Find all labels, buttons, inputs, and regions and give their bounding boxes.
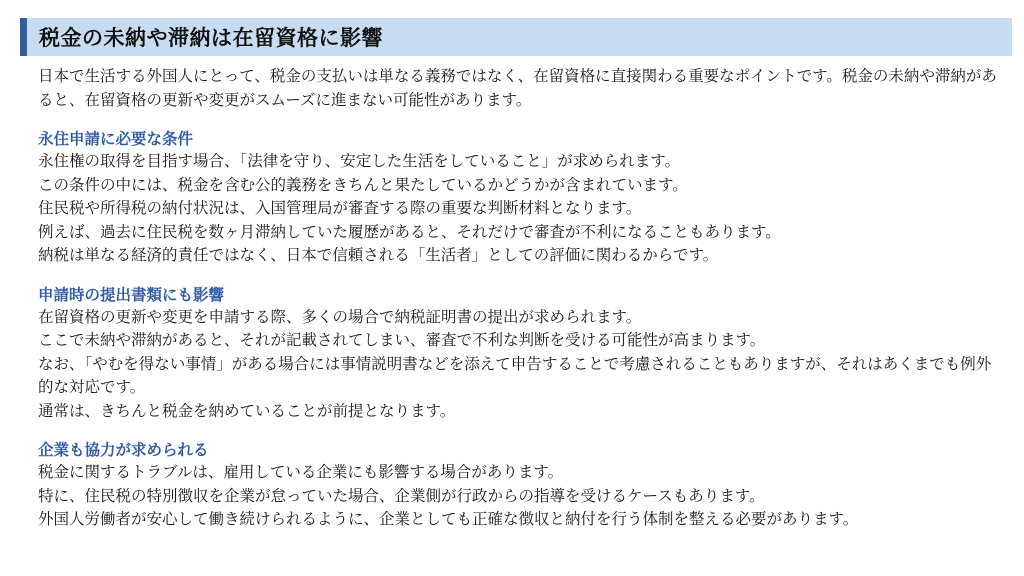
- section-line: なお、「やむを得ない事情」がある場合には事情説明書などを添えて申告することで考慮されることもありますが、それはあくまでも例外的な対応です。: [38, 354, 992, 396]
- section-line: 通常は、きちんと税金を納めていることが前提となります。: [38, 401, 456, 420]
- section-line: 税金に関するトラブルは、雇用している企業にも影響する場合があります。: [38, 463, 564, 481]
- section-line: ここで未納や滞納があると、それが記載されてしまい、審査で不利な判断を受ける可能性が高まります。: [38, 331, 766, 349]
- section-line: 在留資格の更新や変更を申請する際、多くの場合で納税証明書の提出が求められます。: [38, 307, 642, 326]
- section-heading: 申請時の提出書類にも影響: [38, 285, 225, 304]
- intro-paragraph: 日本で生活する外国人にとって、税金の支払いは単なる義務ではなく、在留資格に直接関わる重要なポイントです。税金の未納や滞納があると、在留資格の更新や変更がスムーズに進まない可能性があります。: [38, 67, 997, 109]
- section-heading: 永住申請に必要な条件: [38, 130, 194, 148]
- section-line: 永住権の取得を目指す場合、「法律を守り、安定した生活をしていること」が求められます。: [38, 152, 681, 170]
- section-line: 住民税や所得税の納付状況は、入国管理局が審査する際の重要な判断材料となります。: [38, 199, 642, 217]
- section-heading: 企業も協力が求められる: [38, 441, 209, 459]
- section-permanent-residence: [38, 128, 1006, 268]
- section-line: この条件の中には、税金を含む公的義務をきちんと果たしているかどうかが含まれています。: [38, 175, 688, 194]
- section-line: 例えば、過去に住民税を数ヶ月滞納していた履歴があると、それだけで審査が不利になることもあります。: [38, 222, 781, 241]
- section-line: 特に、住民税の特別徴収を企業が怠っていた場合、企業側が行政からの指導を受けるケースもあります。: [38, 486, 765, 505]
- page-title: 税金の未納や滞納は在留資格に影響: [39, 26, 383, 50]
- document-body: [38, 64, 1006, 532]
- section-company-cooperation: [38, 439, 1006, 532]
- section-line: 外国人労働者が安心して働き続けられるように、企業としても正確な徴収と納付を行う体制を整える必要があります。: [38, 510, 859, 528]
- section-line: 納税は単なる経済的責任ではなく、日本で信頼される「生活者」としての評価に関わるからです。: [38, 246, 719, 264]
- title-bar: [20, 18, 1012, 56]
- section-application-documents: [38, 284, 1006, 424]
